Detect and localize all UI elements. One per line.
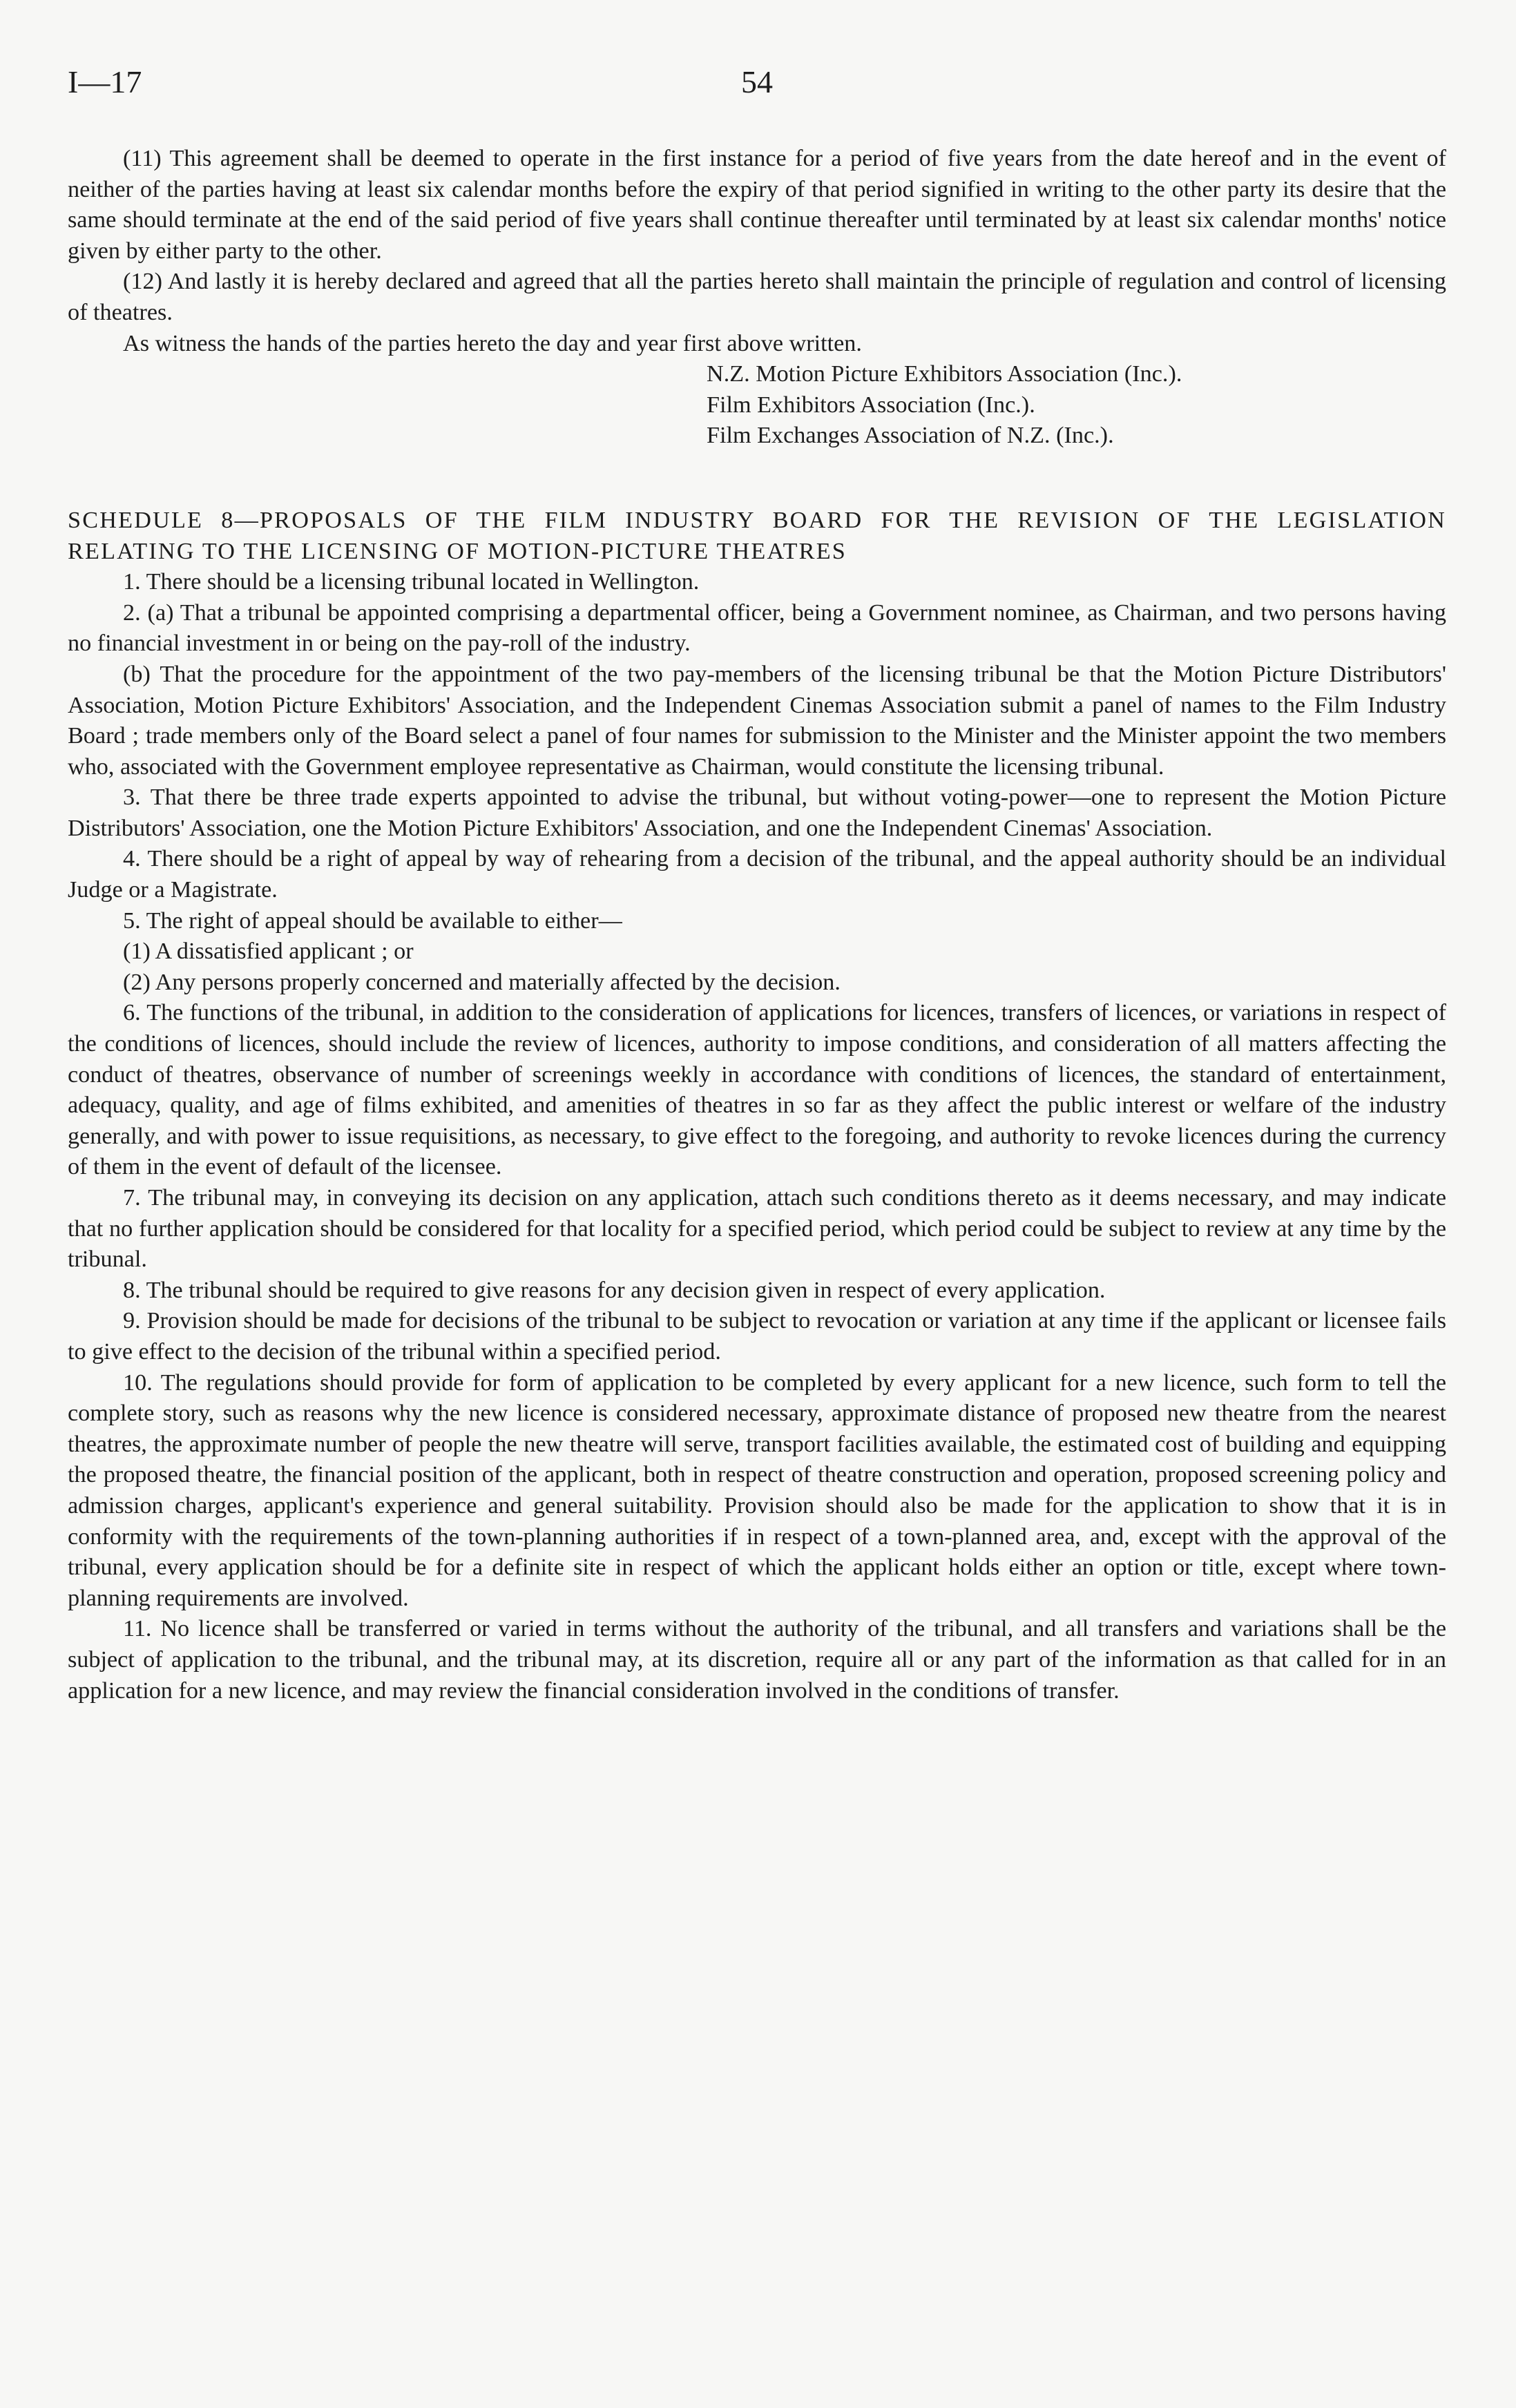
schedule-item: 11. No licence shall be transferred or varied in terms without the authority of the tribunal, and all transfers and variations shall be the subject of application to the tribunal, and the tribunal may, at its discretion, require all or any part of the information as that called for in an application for a new licence, and may review the financial consideration involved in the conditions of transfer. — [68, 1616, 1446, 1704]
document-reference: I—17 — [68, 64, 142, 99]
schedule-item: 6. The functions of the tribunal, in addition to the consideration of applications for licences, transfers of licences, or variations in respect of the conditions of licences, should include the review of licences, authority to impose conditions, and consideration of all matters affecting the conduct of theatres, observance of number of screenings weekly in accordance with conditions of licences, the standard of entertainment, adequacy, quality, and age of films exhibited, and amenities of theatres in so far as they affect the public interest or welfare of the industry generally, and with power to issue requisitions, as necessary, to give effect to the foregoing, and authority to revoke licences during the currency of them in the event of default of the licensee. — [68, 1000, 1446, 1180]
paragraph-clause-12: (12) And lastly it is hereby declared and agreed that all the parties hereto shall maintain the principle of regulation and control of licensing of theatres. — [68, 269, 1446, 325]
document-body — [68, 144, 1446, 1706]
schedule-item: 9. Provision should be made for decisions of the tribunal to be subject to revocation or variation at any time if the applicant or licensee fails to give effect to the decision of the tribunal within a specified period. — [68, 1308, 1446, 1365]
schedule-item: 10. The regulations should provide for form of application to be completed by every applicant for a new licence, such form to tell the complete story, such as reasons why the new licence is considered necessary, approximate distance of proposed new theatre from the nearest theatres, the approximate number of people the new theatre will serve, transport facilities available, the estimated cost of building and equipping the proposed theatre, the financial position of the applicant, both in respect of theatre construction and operation, proposed screening policy and admission charges, applicant's experience and general suitability. Provision should also be made for the application to show that it is in conformity with the requirements of the town-planning authorities if in respect of a town-planned area, and, except with the approval of the tribunal, every application should be for a definite site in respect of which the applicant holds either an option or title, except where town-planning requirements are involved. — [68, 1369, 1446, 1611]
signature-line: Film Exhibitors Association (Inc.). — [707, 392, 1035, 418]
schedule-item: 1. There should be a licensing tribunal located in Wellington. — [123, 569, 700, 595]
schedule-heading: SCHEDULE 8—PROPOSALS OF THE FILM INDUSTRY BOARD FOR THE REVISION OF THE LEGISLATION RELATING TO THE LICENSING OF MOTION-PICTURE THEATRES — [68, 507, 1446, 564]
signature-line: N.Z. Motion Picture Exhibitors Association (Inc.). — [707, 361, 1182, 387]
paragraph-clause-11: (11) This agreement shall be deemed to operate in the first instance for a period of five years from the date hereof and in the event of neither of the parties having at least six calendar months before the expiry of that period signified in writing to the other party its desire that the same should terminate at the end of the said period of five years shall continue thereafter until terminated by at least six calendar months' notice given by either party to the other. — [68, 146, 1446, 264]
schedule-item: 5. The right of appeal should be available to either— — [123, 907, 622, 934]
schedule-item: 8. The tribunal should be required to give reasons for any decision given in respect of every application. — [123, 1277, 1106, 1303]
schedule-item: 3. That there be three trade experts appointed to advise the tribunal, but without voting-power—one to represent the Motion Picture Distributors' Association, one the Motion Picture Exhibitors' Association, and one the Independent Cinemas' Association. — [68, 784, 1446, 841]
page-header — [68, 64, 1446, 112]
schedule-item: 7. The tribunal may, in conveying its decision on any application, attach such conditions thereto as it deems necessary, and may indicate that no further application should be considered for that locality for a specified period, which period could be subject to review at any time by the tribunal. — [68, 1185, 1446, 1273]
signature-line: Film Exchanges Association of N.Z. (Inc.). — [707, 423, 1114, 449]
schedule-item: 4. There should be a right of appeal by way of rehearing from a decision of the tribunal, and the appeal authority should be an individual Judge or a Magistrate. — [68, 846, 1446, 903]
signature-block — [707, 359, 1446, 452]
schedule-subitem: (2) Any persons properly concerned and materially affected by the decision. — [123, 969, 841, 995]
schedule-item: (b) That the procedure for the appointment of the two pay-members of the licensing tribunal be that the Motion Picture Distributors' Association, Motion Picture Exhibitors' Association, and the Independent Cinemas Association submit a panel of names to the Film Industry Board ; trade members only of the Board select a panel of four names for submission to the Minister and the Minister appoint the two members who, associated with the Government employee representative as Chairman, would constitute the licensing tribunal. — [68, 661, 1446, 780]
page-number: 54 — [741, 64, 773, 99]
schedule-subitem: (1) A dissatisfied applicant ; or — [123, 938, 414, 965]
schedule-item: 2. (a) That a tribunal be appointed comprising a departmental officer, being a Government nominee, as Chairman, and two persons having no financial investment in or being on the pay-roll of the industry. — [68, 599, 1446, 657]
document-page — [68, 0, 1446, 2408]
paragraph-witness: As witness the hands of the parties hereto the day and year first above written. — [123, 330, 862, 356]
